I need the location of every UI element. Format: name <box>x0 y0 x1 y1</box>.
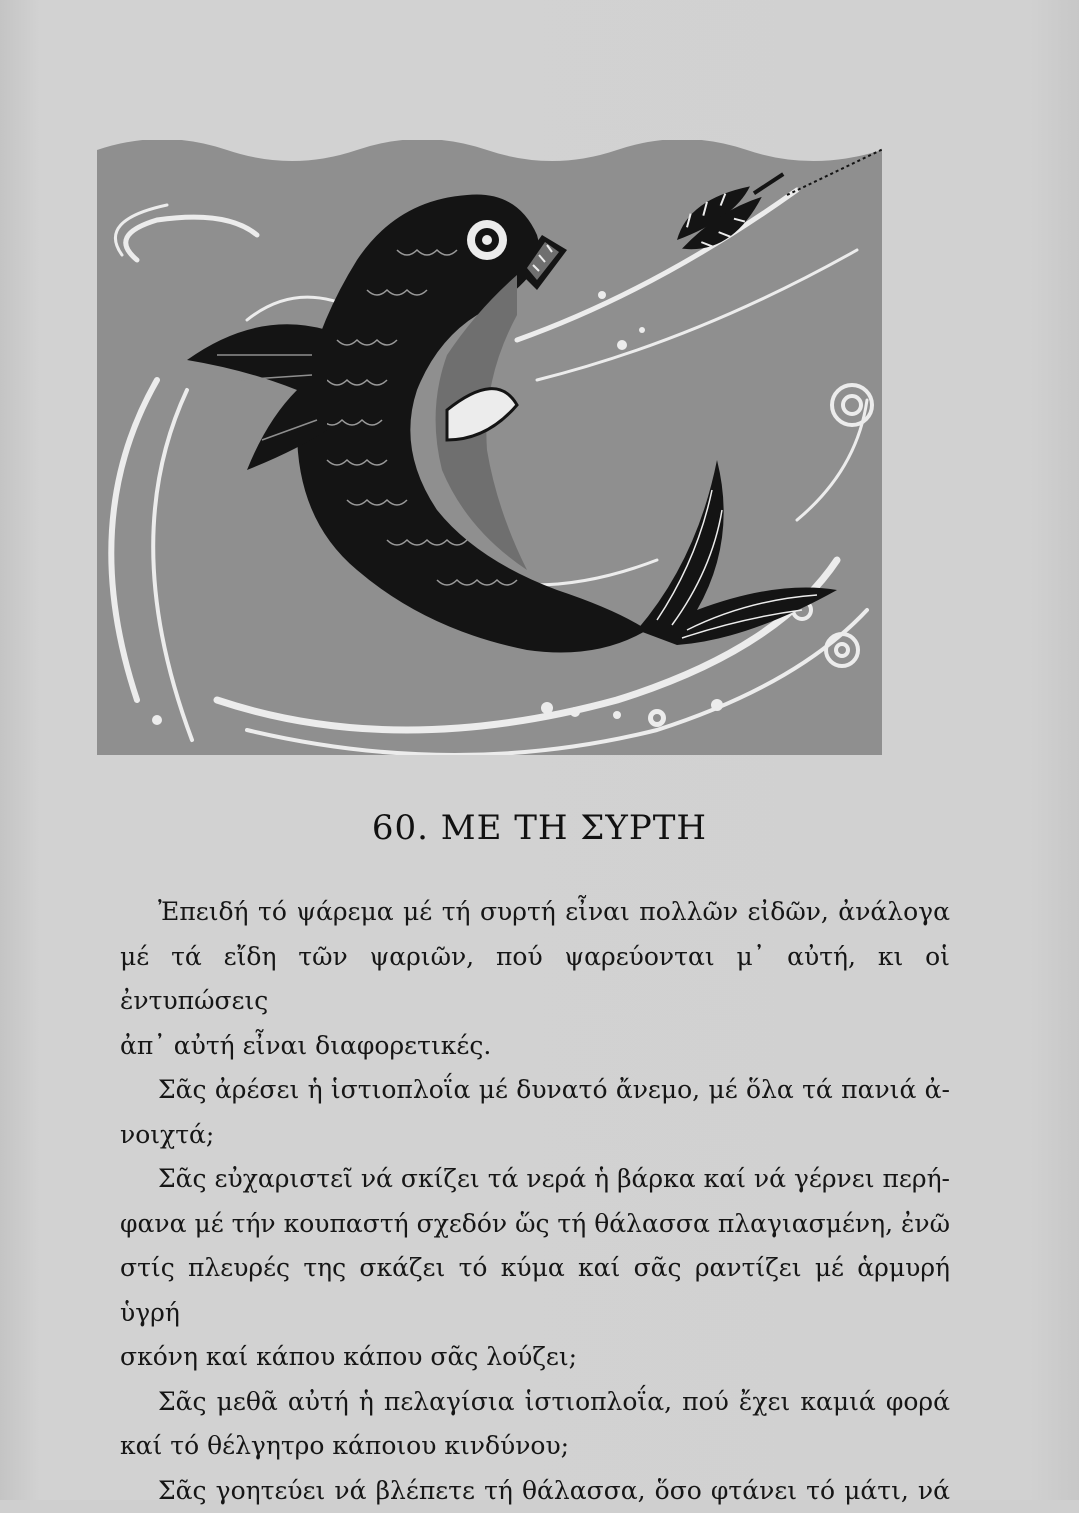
text-line: στίς πλευρές της σκάζει τό κύμα καί σᾶς ραντίζει μέ ἁρμυρή ὑγρή <box>120 1246 950 1335</box>
fish-lure-woodcut-icon <box>97 140 882 755</box>
text-line: Ἐπειδή τό ψάρεμα μέ τή συρτή εἶναι πολλῶν εἰδῶν, ἀνάλογα <box>120 890 950 935</box>
text-line: μέ τά εἴδη τῶν ψαριῶν, πού ψαρεύονται μ᾽ αὐτή, κι οἱ ἐντυπώσεις <box>120 935 950 1024</box>
text-line: Σᾶς εὐχαριστεῖ νά σκίζει τά νερά ἡ βάρκα καί νά γέρνει περή- <box>120 1157 950 1202</box>
chapter-body <box>120 890 950 1513</box>
text-line: ἀπ᾽ αὐτή εἶναι διαφορετικές. <box>120 1024 950 1069</box>
text-line: Σᾶς γοητεύει νά βλέπετε τή θάλασσα, ὅσο φτάνει τό μάτι, νά <box>120 1469 950 1513</box>
chapter-title: 60. ΜΕ ΤΗ ΣΥΡΤΗ <box>0 808 1079 848</box>
fish-lure-illustration <box>97 140 882 755</box>
text-line: σκόνη καί κάπου κάπου σᾶς λούζει; <box>120 1335 950 1380</box>
text-line: νοιχτά; <box>120 1113 950 1158</box>
text-line: φανα μέ τήν κουπαστή σχεδόν ὥς τή θάλασσα πλαγιασμένη, ἐνῶ <box>120 1202 950 1247</box>
text-line: Σᾶς ἀρέσει ἡ ἱστιοπλοΐα μέ δυνατό ἄνεμο, μέ ὅλα τά πανιά ἀ- <box>120 1068 950 1113</box>
text-line: καί τό θέλγητρο κάποιου κινδύνου; <box>120 1424 950 1469</box>
text-line: Σᾶς μεθᾶ αὐτή ἡ πελαγίσια ἱστιοπλοΐα, πού ἔχει καμιά φορά <box>120 1380 950 1425</box>
